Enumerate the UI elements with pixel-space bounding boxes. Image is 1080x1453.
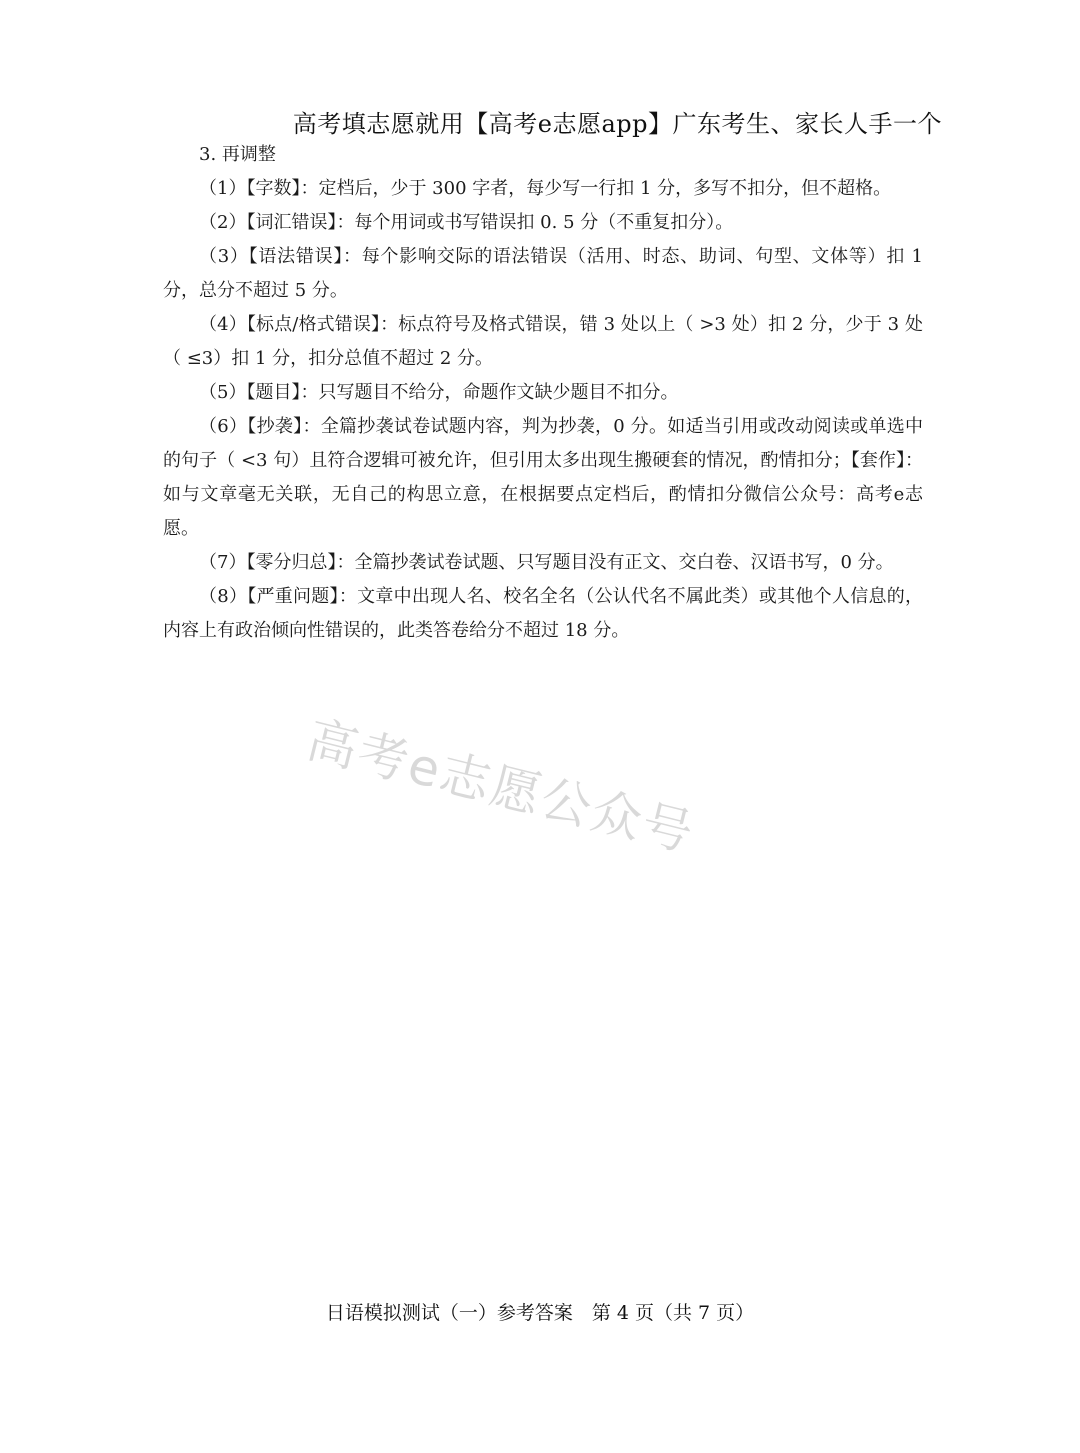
rule-serious-issues: （8）【严重问题】：文章中出现人名、校名全名（公认代名不属此类）或其他个人信息的，内容上有政治倾向性错误的，此类答卷给分不超过 18 分。 <box>163 586 923 641</box>
section-title: 3. 再调整 <box>199 144 276 165</box>
scoring-rules-section <box>163 138 923 648</box>
rule-punctuation-format-errors: （4）【标点/格式错误】：标点符号及格式错误，错 3 处以上（ >3 处）扣 2 分，少于 3 处（ ≤3）扣 1 分，扣分总值不超过 2 分。 <box>163 314 923 369</box>
watermark: 高考e志愿公众号 <box>301 710 701 863</box>
rule-word-count: （1）【字数】：定档后，少于 300 字者，每少写一行扣 1 分，多写不扣分，但不超格。 <box>199 178 892 199</box>
rule-title: （5）【题目】：只写题目不给分，命题作文缺少题目不扣分。 <box>199 382 679 403</box>
rule-vocabulary-errors: （2）【词汇错误】：每个用词或书写错误扣 0. 5 分（不重复扣分）。 <box>199 212 734 233</box>
rule-grammar-errors: （3）【语法错误】：每个影响交际的语法错误（活用、时态、助词、句型、文体等）扣 1 分，总分不超过 5 分。 <box>163 246 923 301</box>
rule-zero-score: （7）【零分归总】：全篇抄袭试卷试题、只写题目没有正文、交白卷、汉语书写，0 分。 <box>199 552 894 573</box>
rule-plagiarism: （6）【抄袭】：全篇抄袭试卷试题内容，判为抄袭，0 分。如适当引用或改动阅读或单选中的句子（ <3 句）且符合逻辑可被允许，但引用太多出现生搬硬套的情况，酌情扣分；【套作】：如与文章毫无关联，无自己的构思立意，在根据要点定档后，酌情扣分微信公众号：高考e志愿。 <box>163 416 923 539</box>
header-banner: 高考填志愿就用【高考e志愿app】广东考生、家长人手一个 <box>292 110 942 138</box>
page-footer: 日语模拟测试（一）参考答案 第 4 页（共 7 页） <box>325 1302 755 1324</box>
